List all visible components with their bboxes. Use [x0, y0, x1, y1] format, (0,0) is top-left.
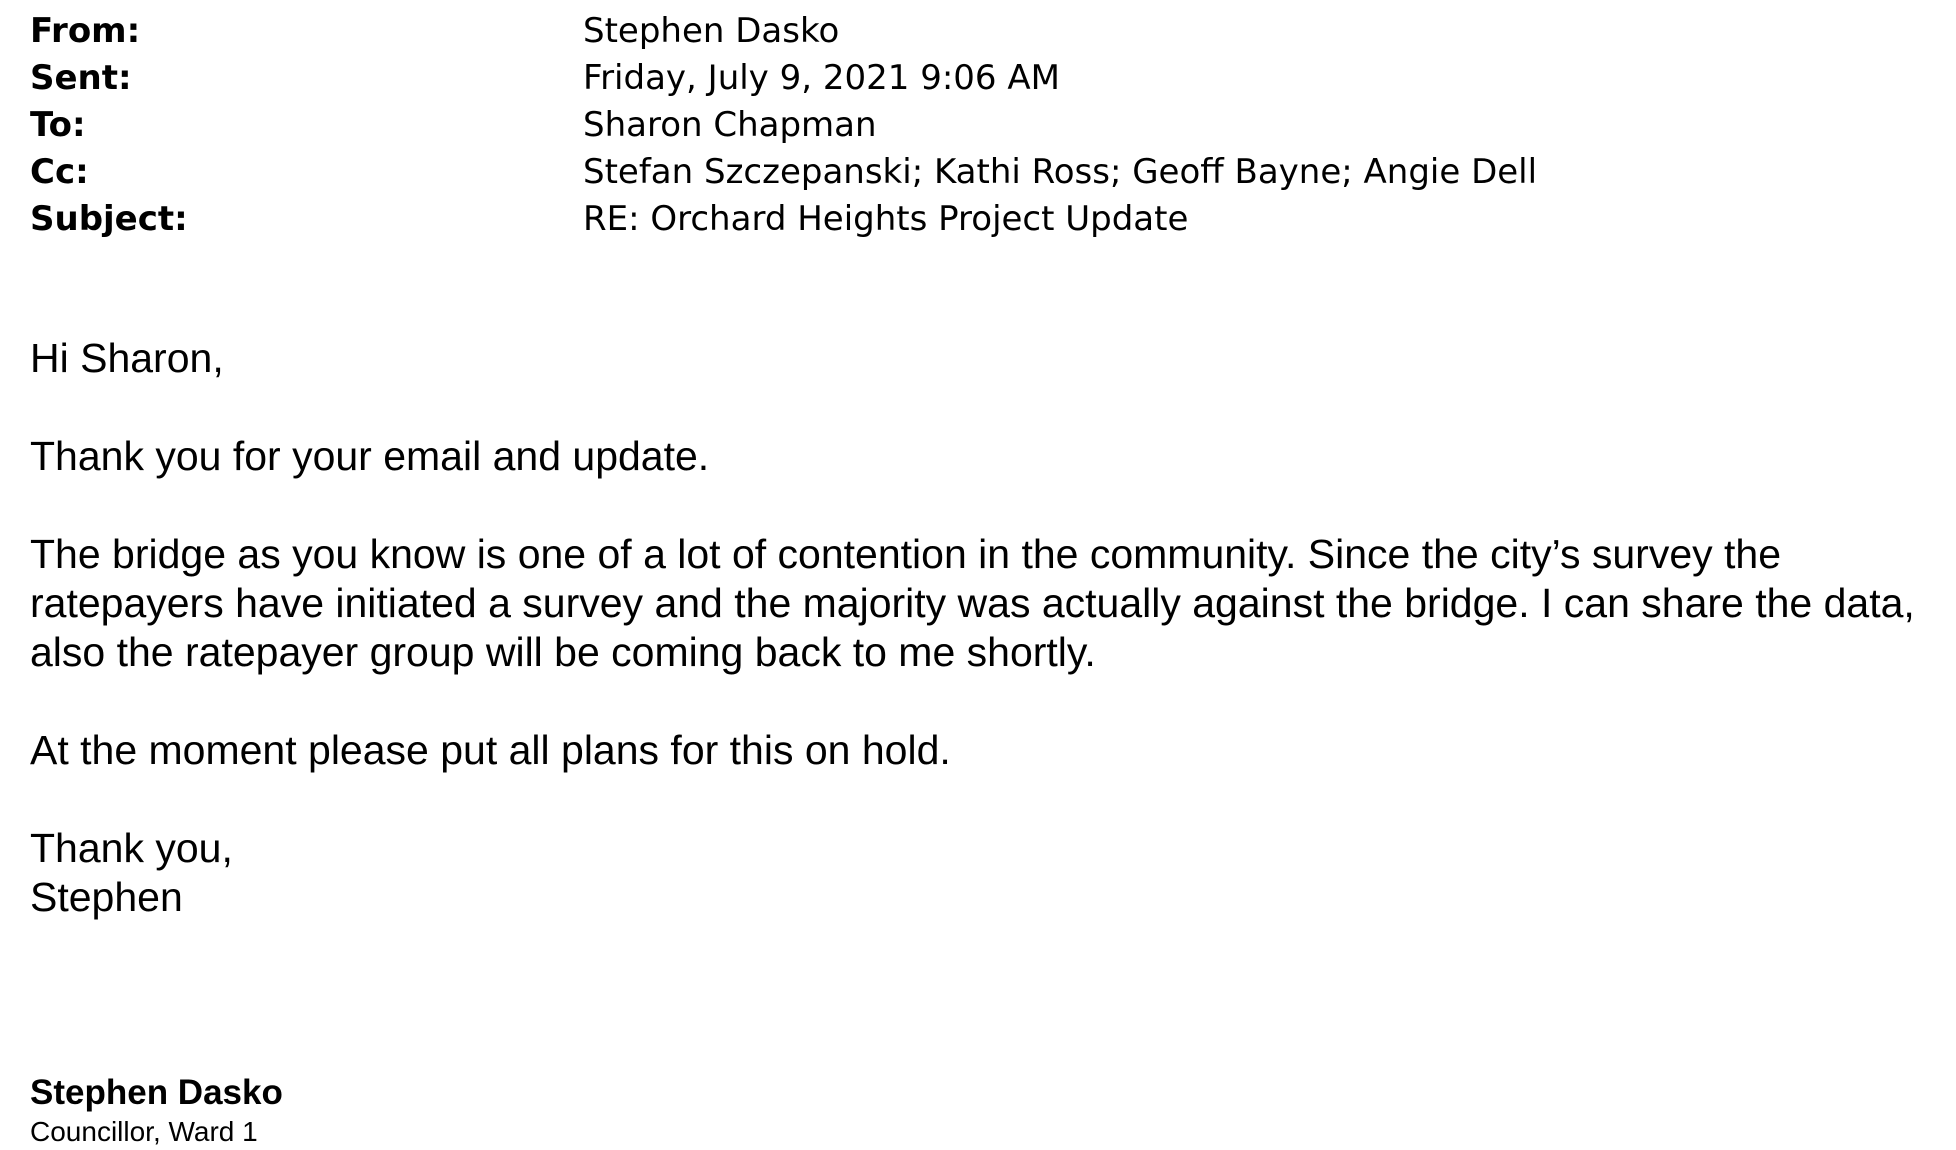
- sent-label: Sent:: [30, 58, 132, 98]
- subject-label: Subject:: [30, 199, 188, 239]
- email-body: [30, 334, 1940, 922]
- to-value: Sharon Chapman: [583, 105, 877, 145]
- signature-name: Stephen Dasko: [30, 1073, 283, 1112]
- sender-first-name: Stephen: [30, 874, 183, 920]
- closing-line: Thank you,: [30, 825, 233, 871]
- cc-label: Cc:: [30, 152, 89, 192]
- signature-title: Councillor, Ward 1: [30, 1116, 258, 1147]
- body-paragraph-thanks: Thank you for your email and update.: [30, 433, 710, 479]
- from-label: From:: [30, 11, 141, 51]
- subject-value: RE: Orchard Heights Project Update: [583, 199, 1189, 239]
- to-label: To:: [30, 105, 86, 145]
- greeting: Hi Sharon,: [30, 335, 224, 381]
- sent-value: Friday, July 9, 2021 9:06 AM: [583, 58, 1060, 98]
- body-paragraph-bridge: The bridge as you know is one of a lot of contention in the community. Since the city’s survey the ratepayers have initiated a survey and the majority was actually against the bridge. I can share the data, also the ratepayer group will be coming back to me shortly.: [30, 531, 1915, 675]
- email-signature: [30, 1072, 283, 1150]
- body-paragraph-hold: At the moment please put all plans for this on hold.: [30, 727, 951, 773]
- from-value: Stephen Dasko: [583, 11, 840, 51]
- cc-value: Stefan Szczepanski; Kathi Ross; Geoff Bayne; Angie Dell: [583, 152, 1538, 192]
